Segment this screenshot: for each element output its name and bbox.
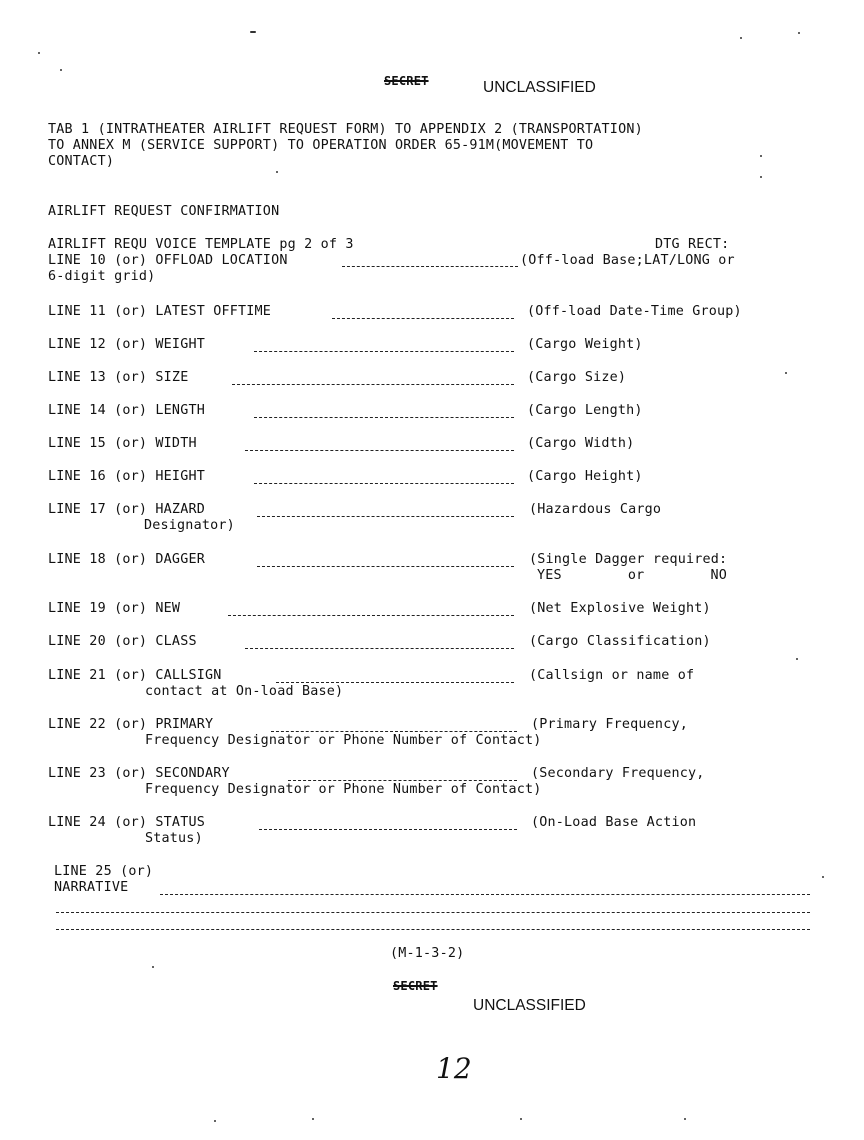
line-19-desc: (Net Explosive Weight) <box>529 601 711 616</box>
line-10-desc-cont: 6-digit grid) <box>48 269 156 284</box>
line-23-desc: (Secondary Frequency, <box>531 766 705 781</box>
title-line-1: TAB 1 (INTRATHEATER AIRLIFT REQUEST FORM) TO APPENDIX 2 (TRANSPORTATION) <box>48 122 643 137</box>
line-20-blank[interactable] <box>245 648 514 649</box>
scan-speck <box>152 966 154 968</box>
line-22-blank[interactable] <box>271 731 517 732</box>
line-20-label: LINE 20 (or) CLASS <box>48 634 197 649</box>
line-16-desc: (Cargo Height) <box>527 469 643 484</box>
struck-secret-marking-bottom: SECRET <box>393 979 438 993</box>
line-16-blank[interactable] <box>254 483 514 484</box>
line-14-desc: (Cargo Length) <box>527 403 643 418</box>
narrative-blank-3[interactable] <box>56 929 810 930</box>
scan-speck <box>250 31 256 33</box>
scan-speck <box>796 658 798 660</box>
scan-speck <box>520 1118 522 1120</box>
line-24-label: LINE 24 (or) STATUS <box>48 815 205 830</box>
line-24-desc: (On-Load Base Action <box>531 815 697 830</box>
scan-speck <box>822 876 824 878</box>
line-16-label: LINE 16 (or) HEIGHT <box>48 469 205 484</box>
line-10-blank[interactable] <box>342 266 518 267</box>
line-14-label: LINE 14 (or) LENGTH <box>48 403 205 418</box>
narrative-blank-2[interactable] <box>56 912 810 913</box>
line-18-desc: (Single Dagger required: <box>529 552 728 567</box>
line-19-blank[interactable] <box>228 615 514 616</box>
line-23-label: LINE 23 (or) SECONDARY <box>48 766 230 781</box>
classification-bottom: UNCLASSIFIED <box>473 997 586 1014</box>
line-15-blank[interactable] <box>245 450 514 451</box>
line-21-desc: (Callsign or name of <box>529 668 695 683</box>
line-18-yes-or-no: YES or NO <box>537 568 728 583</box>
line-17-blank[interactable] <box>257 516 514 517</box>
line-11-blank[interactable] <box>332 318 514 319</box>
scan-speck <box>785 372 787 374</box>
template-title: AIRLIFT REQU VOICE TEMPLATE pg 2 of 3 <box>48 237 354 252</box>
line-18-label: LINE 18 (or) DAGGER <box>48 552 205 567</box>
struck-secret-marking-top: SECRET <box>384 74 429 88</box>
page-id: (M-1-3-2) <box>390 946 465 961</box>
handwritten-page-number: 12 <box>436 1052 472 1085</box>
scan-speck <box>214 1120 216 1122</box>
line-13-desc: (Cargo Size) <box>527 370 627 385</box>
narrative-blank-1[interactable] <box>160 894 810 895</box>
line-12-blank[interactable] <box>254 351 514 352</box>
line-23-desc-cont: Frequency Designator or Phone Number of Contact) <box>145 782 542 797</box>
line-17-label: LINE 17 (or) HAZARD <box>48 502 205 517</box>
line-10-desc: (Off-load Base;LAT/LONG or <box>520 253 735 268</box>
line-22-label: LINE 22 (or) PRIMARY <box>48 717 214 732</box>
scan-speck <box>312 1118 314 1120</box>
scan-speck <box>740 37 742 39</box>
scan-speck <box>798 32 800 34</box>
scan-speck <box>684 1118 686 1120</box>
title-line-2: TO ANNEX M (SERVICE SUPPORT) TO OPERATION ORDER 65-91M(MOVEMENT TO <box>48 138 594 153</box>
line-18-blank[interactable] <box>257 566 514 567</box>
line-12-desc: (Cargo Weight) <box>527 337 643 352</box>
line-13-label: LINE 13 (or) SIZE <box>48 370 189 385</box>
scan-speck <box>760 155 762 157</box>
section-title: AIRLIFT REQUEST CONFIRMATION <box>48 204 280 219</box>
line-22-desc: (Primary Frequency, <box>531 717 688 732</box>
line-17-desc-cont: Designator) <box>144 518 235 533</box>
title-line-3: CONTACT) <box>48 154 115 169</box>
line-10-label: LINE 10 (or) OFFLOAD LOCATION <box>48 253 288 268</box>
line-24-blank[interactable] <box>259 829 517 830</box>
line-24-desc-cont: Status) <box>145 831 203 846</box>
line-15-label: LINE 15 (or) WIDTH <box>48 436 197 451</box>
line-22-desc-cont: Frequency Designator or Phone Number of Contact) <box>145 733 542 748</box>
narrative-label: NARRATIVE <box>54 880 129 895</box>
line-17-desc: (Hazardous Cargo <box>529 502 662 517</box>
classification-top: UNCLASSIFIED <box>483 79 596 96</box>
scan-speck <box>60 69 62 71</box>
line-21-label: LINE 21 (or) CALLSIGN <box>48 668 222 683</box>
dtg-rect-label: DTG RECT: <box>655 237 730 252</box>
line-21-blank[interactable] <box>276 682 514 683</box>
line-20-desc: (Cargo Classification) <box>529 634 711 649</box>
line-12-label: LINE 12 (or) WEIGHT <box>48 337 205 352</box>
line-15-desc: (Cargo Width) <box>527 436 635 451</box>
line-13-blank[interactable] <box>232 384 514 385</box>
line-14-blank[interactable] <box>254 417 514 418</box>
scan-speck <box>38 52 40 54</box>
line-23-blank[interactable] <box>288 780 517 781</box>
scan-speck <box>276 171 278 173</box>
scan-speck <box>760 176 762 178</box>
line-11-label: LINE 11 (or) LATEST OFFTIME <box>48 304 272 319</box>
line-11-desc: (Off-load Date-Time Group) <box>527 304 742 319</box>
line-19-label: LINE 19 (or) NEW <box>48 601 181 616</box>
line-25-label: LINE 25 (or) <box>54 864 154 879</box>
line-21-desc-cont: contact at On-load Base) <box>145 684 344 699</box>
